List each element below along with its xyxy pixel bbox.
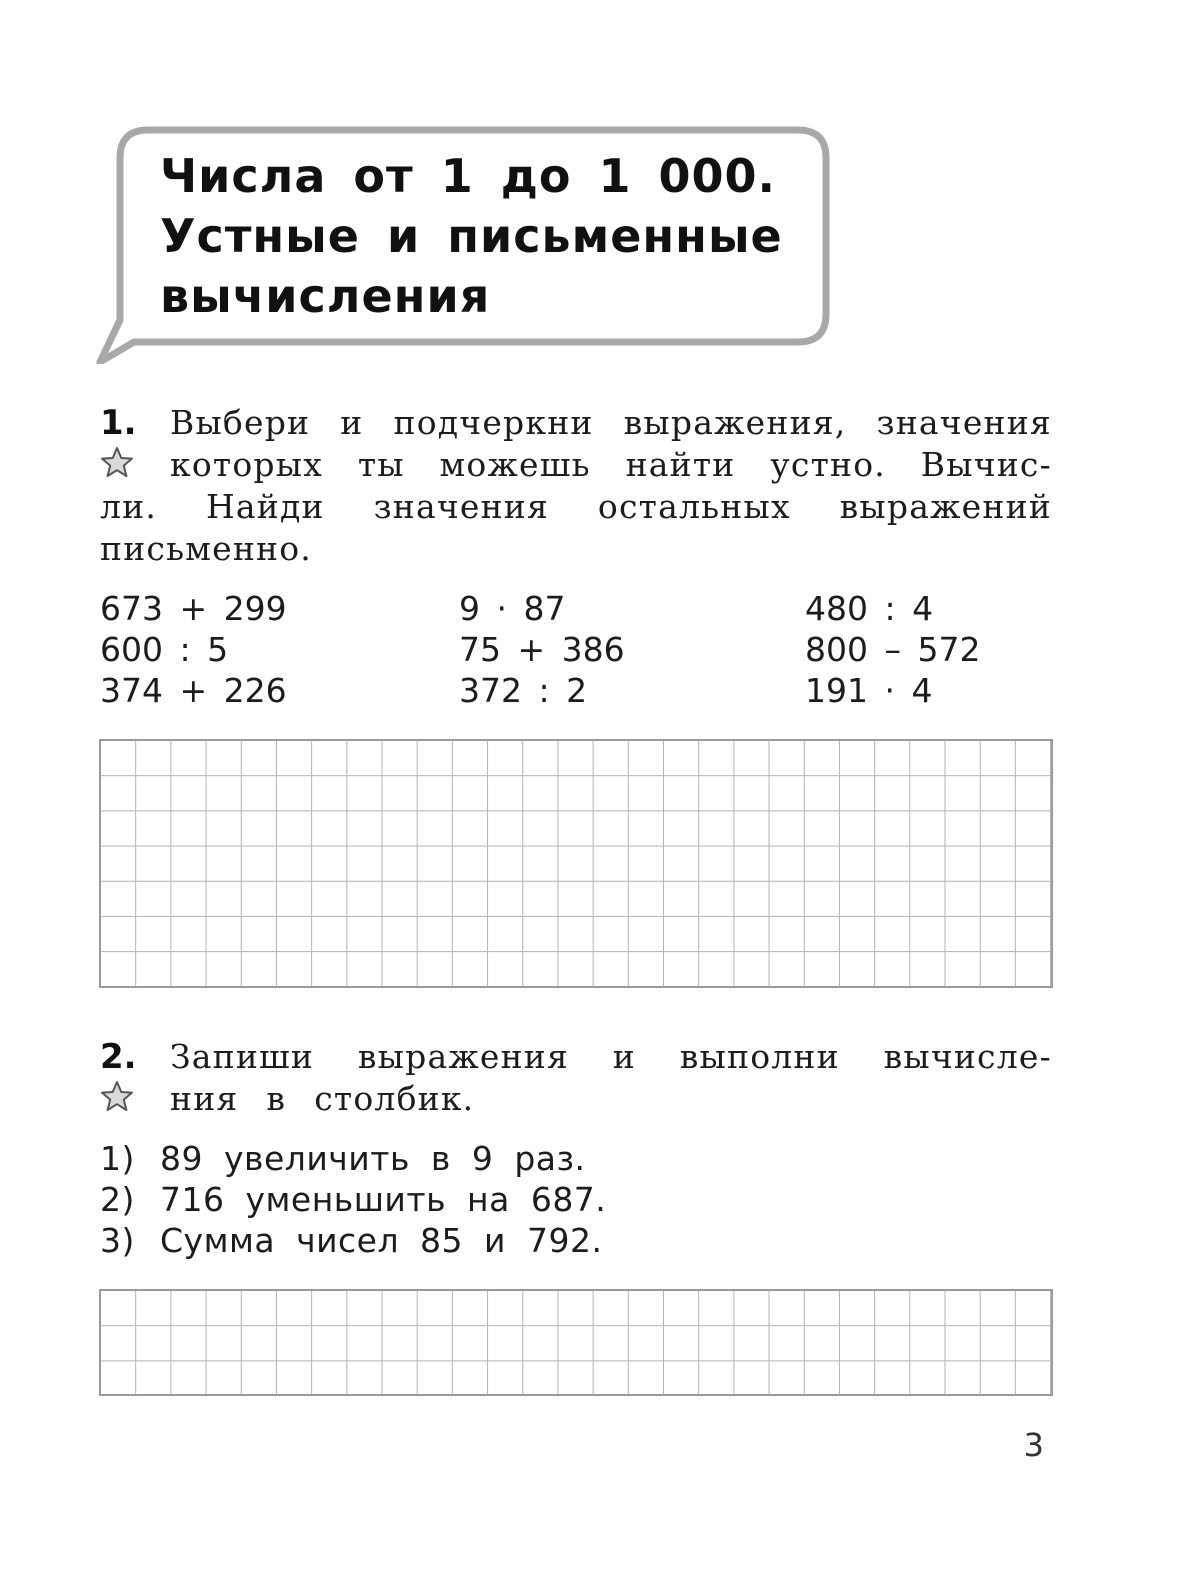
expression-column — [805, 588, 980, 711]
task-index: 3) — [100, 1221, 135, 1260]
expression: 191 · 4 — [805, 671, 933, 710]
expression: 9 · 87 — [459, 589, 566, 628]
answer-grid-2[interactable] — [99, 1289, 1053, 1396]
word: найти — [625, 445, 736, 484]
task-item — [100, 1220, 606, 1261]
expression: 372 : 2 — [459, 671, 588, 710]
task-index: 2) — [100, 1180, 135, 1219]
expression: 374 + 226 — [100, 671, 287, 710]
exercise-2 — [100, 1036, 1052, 1120]
exercise-number: 1. — [100, 403, 137, 443]
title-line: Устные и письменные — [160, 209, 783, 263]
title-bubble — [96, 124, 836, 364]
task-item — [100, 1138, 606, 1179]
word: можешь — [439, 445, 591, 484]
task-index: 1) — [100, 1139, 135, 1178]
word: значения — [373, 487, 549, 526]
title-line: вычисления — [160, 269, 491, 323]
word: вычисле- — [883, 1037, 1052, 1076]
word: и — [612, 1037, 636, 1076]
expression: 673 + 299 — [100, 589, 287, 628]
expression: 480 : 4 — [805, 589, 934, 628]
expression-column — [459, 588, 625, 711]
exercise-1 — [100, 402, 1052, 570]
word: значения — [876, 403, 1052, 442]
text-line — [100, 486, 1052, 528]
word: выражения, — [623, 403, 847, 442]
page-title — [160, 146, 820, 326]
word: ли. — [100, 487, 158, 526]
word: выполни — [679, 1037, 840, 1076]
word: письменно. — [100, 529, 312, 568]
word: подчеркни — [393, 403, 594, 442]
title-line: Числа от 1 до 1 000. — [160, 149, 777, 203]
star-icon — [100, 446, 134, 478]
word: Вычис- — [920, 445, 1052, 484]
word: Найди — [205, 487, 325, 526]
exercise-text — [100, 1036, 1052, 1120]
word: устно. — [770, 445, 886, 484]
task-text: 716 уменьшить на 687. — [160, 1180, 607, 1219]
word: Запиши — [170, 1037, 315, 1076]
text-line — [100, 1078, 1052, 1120]
text-line — [100, 402, 1052, 444]
word: ты — [357, 445, 405, 484]
task-item — [100, 1179, 606, 1220]
text-line — [100, 444, 1052, 486]
expression-column — [100, 588, 287, 711]
exercise-number: 2. — [100, 1037, 137, 1077]
text-line — [100, 528, 1052, 570]
expression: 600 : 5 — [100, 630, 229, 669]
word: остальных — [597, 487, 791, 526]
word: в — [266, 1079, 287, 1118]
word: Выбери — [170, 403, 311, 442]
word: выражения — [357, 1037, 570, 1076]
word: столбик. — [314, 1079, 475, 1118]
expression: 75 + 386 — [459, 630, 625, 669]
text-line — [100, 1036, 1052, 1078]
word: и — [340, 403, 364, 442]
task-list — [100, 1138, 606, 1261]
task-text: Сумма чисел 85 и 792. — [160, 1221, 603, 1260]
exercise-text — [100, 402, 1052, 570]
word: выражений — [839, 487, 1052, 526]
word: которых — [170, 445, 324, 484]
task-text: 89 увеличить в 9 раз. — [160, 1139, 586, 1178]
answer-grid-1[interactable] — [99, 739, 1053, 988]
star-icon — [100, 1080, 134, 1112]
page-number: 3 — [1023, 1426, 1044, 1464]
expression: 800 – 572 — [805, 630, 981, 669]
word: ния — [170, 1079, 239, 1118]
